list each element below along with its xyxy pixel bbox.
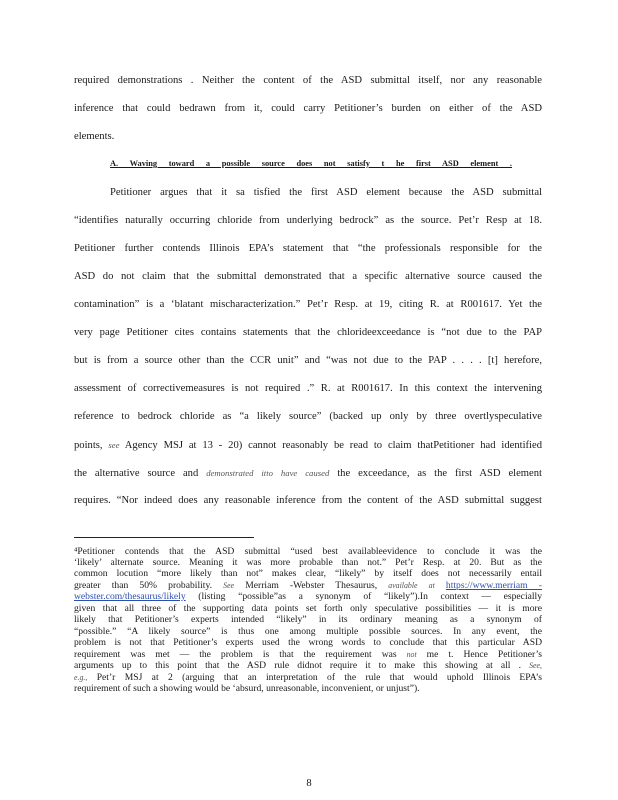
text-run: greater than 50% probability. [74,580,213,591]
text-run: Agency MSJ at 13 - 20) cannot reasonably be read to claim thatPetitioner had identified [124,440,542,451]
footnote-line [74,672,542,683]
para-line: but is from a source other than the CCR unit” and “was not due to the PAP . . . . [t] herefore, [74,355,542,366]
body-line: required demonstrations . Neither the content of the ASD submittal itself, nor any reasonable [74,75,542,86]
text-run: Merriam -Webster Thesaurus, [245,580,378,591]
citation-signal: e.g., [74,673,88,682]
section-heading: A. Waving toward a possible source does not satisfy t he first ASD element . [110,159,512,168]
footnote-line: given that all three of the supporting data points set forth only speculative possibilities — it is more [74,603,542,614]
footnote-line: ⁴Petitioner contends that the ASD submittal “used best availableevidence to conclude it was the [74,546,542,557]
text-run: the exceedance, as the first ASD element [337,468,542,479]
para-line: requires. “Nor indeed does any reasonable inference from the content of the ASD submittal suggest [74,495,542,506]
text-run: points, [74,440,103,451]
italic-word: demonstrated [206,468,254,478]
footnote-line: problem is not that Petitioner’s experts used the wrong words to conclude that this particular ASD [74,637,542,648]
citation-signal: See, [529,661,542,670]
para-line [74,466,542,481]
footnote-line [74,580,542,591]
thesaurus-link-continued[interactable]: webster.com/thesaurus/likely [74,591,186,602]
footnote-line: likely that Petitioner’s experts intended “likely” in its ordinary meaning as a synonym of [74,614,542,625]
text-run: me t. Hence Petitioner’s [426,649,542,660]
footnote-line: ‘likely’ alternate source. Meaning it was more probable than not.” Pet’r Resp. at 20. But as the [74,557,542,568]
para-line: very page Petitioner cites contains statements that the chlorideexceedance is “not due to the PAP [74,327,542,338]
text-run: (listing “possible”as a synonym of “likely”).In context — especially [198,591,542,602]
body-line: elements. [74,131,115,142]
text-run: Pet’r MSJ at 2 (arguing that an interpretation of the rule that would uphold Illinois EPA’s [96,672,542,683]
para-line: ASD do not claim that the submittal demonstrated that a specific alternative source caused the [74,271,542,282]
italic-word: have [280,468,298,478]
para-line: Petitioner further contends Illinois EPA’s statement that “the professionals responsible for the [74,243,542,254]
footnote-divider [74,537,254,538]
footnote-line: requirement of such a showing would be ‘absurd, unreasonable, inconvenient, or unjust”). [74,683,420,694]
italic-word: caused [305,468,330,478]
body-line: inference that could bedrawn from it, could carry Petitioner’s burden on either of the ASD [74,103,542,114]
footnote-line: common locution “more likely than not” makes clear, “likely” by itself does not necessarily entail [74,568,542,579]
citation-signal: See [223,581,235,590]
para-line [74,438,542,453]
text-run: requirement was met — the problem is that the requirement was [74,649,397,660]
thesaurus-link[interactable]: https://www.merriam - [445,580,542,591]
para-line: assessment of correctivemeasures is not required .” R. at R001617. In this context the intervening [74,383,542,394]
para-line: Petitioner argues that it sa tisfied the first ASD element because the ASD submittal [110,187,542,198]
footnote-line [74,660,542,671]
italic-word: available [388,581,418,590]
footnote-line: “possible.” “A likely source” is thus one among multiple possible sources. In any event, the [74,626,542,637]
footnote-line [74,591,542,602]
para-line: reference to bedrock chloride as “a likely source” (backed up only by three overtlyspeculative [74,411,542,422]
footnote-line [74,649,542,660]
italic-word: not [406,650,417,659]
page-number: 8 [306,778,312,789]
text-run: arguments up to this point that the ASD rule didnot require it to make this showing at all . [74,660,521,671]
citation-signal: see [108,440,120,450]
para-line: “identifies naturally occurring chloride from underlying bedrock” as the source. Pet’r Resp at 18. [74,215,542,226]
italic-word: at [428,581,435,590]
para-line: contamination” is a ‘blatant mischaracterization.” Pet’r Resp. at 19, citing R. at R001617. Yet the [74,299,542,310]
text-run: the alternative source and [74,468,199,479]
italic-word: itto [261,468,273,478]
